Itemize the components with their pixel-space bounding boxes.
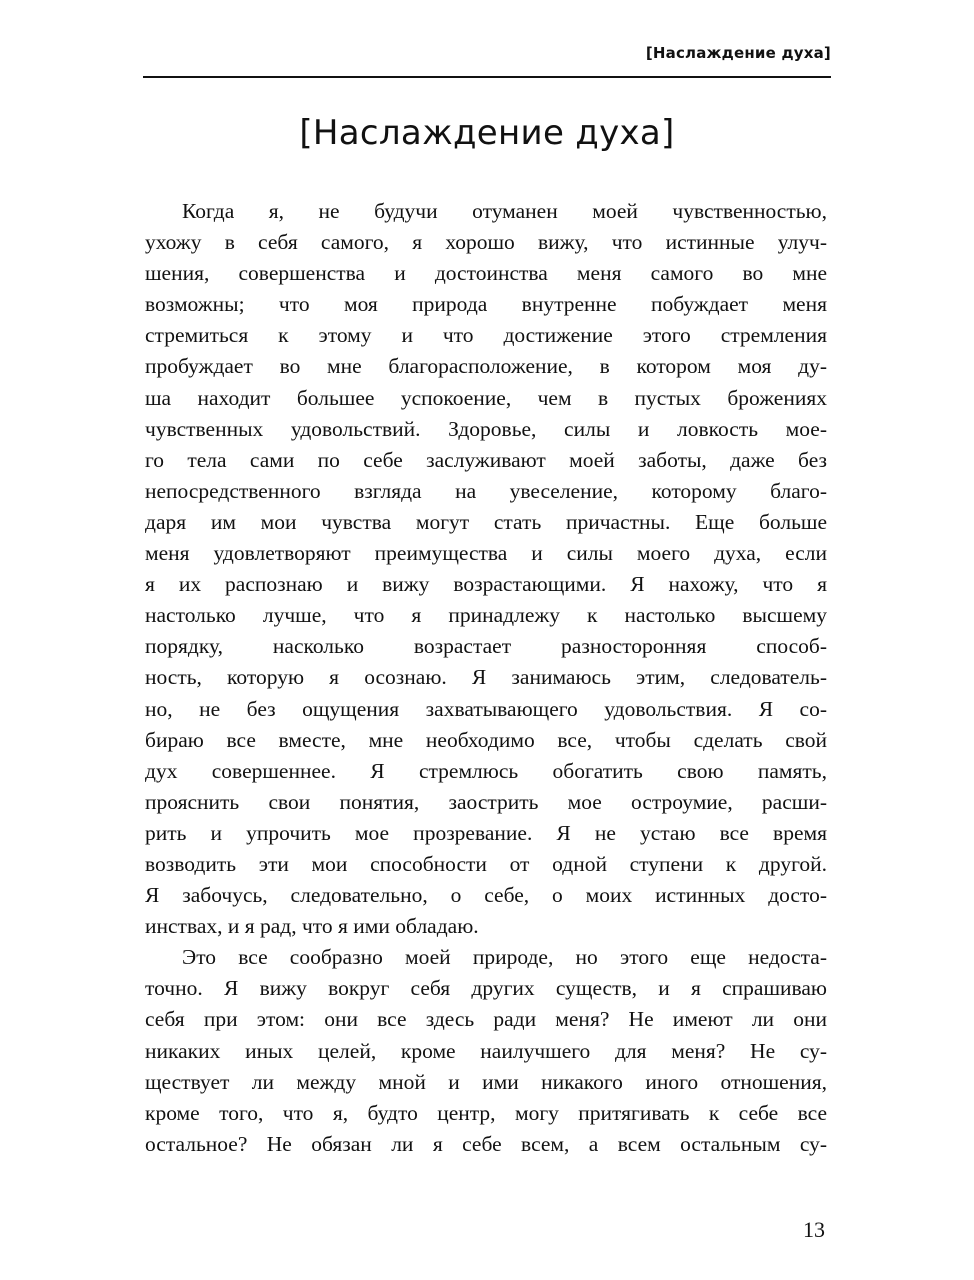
text-line: бираю все вместе, мне необходимо все, чтобы сделать свой bbox=[145, 727, 827, 752]
text-line: возможны; что моя природа внутренне побуждает меня bbox=[145, 292, 827, 317]
text-line: инствах, и я рад, что я ими обладаю. bbox=[145, 914, 479, 939]
text-line: меня удовлетворяют преимущества и силы моего духа, если bbox=[145, 541, 827, 566]
text-line: ществует ли между мной и ими никакого иного отношения, bbox=[145, 1069, 827, 1094]
running-head: [Наслаждение духа] bbox=[645, 44, 831, 62]
text-line: шения, совершенства и достоинства меня самого во мне bbox=[145, 261, 827, 286]
text-line: дух совершеннее. Я стремлюсь обогатить свою память, bbox=[145, 758, 827, 783]
text-line: кроме того, что я, будто центр, могу притягивать к себе все bbox=[145, 1100, 827, 1125]
text-line: прояснить свои понятия, заострить мое остроумие, расши- bbox=[145, 789, 827, 814]
text-line: даря им мои чувства могут стать причастны. Еще больше bbox=[145, 509, 827, 534]
text-line: порядку, насколько возрастает разносторонняя способ- bbox=[145, 634, 827, 659]
text-line: стремиться к этому и что достижение этого стремления bbox=[145, 323, 827, 348]
text-line: точно. Я вижу вокруг себя других существ, и я спрашиваю bbox=[145, 976, 827, 1001]
chapter-title: [Наслаждение духа] bbox=[299, 113, 675, 153]
text-line: Я забочусь, следовательно, о себе, о моих истинных досто- bbox=[145, 883, 827, 908]
text-line: Когда я, не будучи отуманен моей чувственностью, bbox=[182, 199, 827, 223]
text-line: непосредственного взгляда на увеселение, которому благо- bbox=[145, 478, 827, 503]
paragraph-2 bbox=[145, 942, 827, 1160]
paragraph-1 bbox=[145, 196, 827, 942]
text-line: ша находит большее успокоение, чем в пустых брожениях bbox=[145, 385, 827, 410]
text-line: но, не без ощущения захватывающего удовольствия. Я со- bbox=[145, 696, 827, 721]
text-line: Это все сообразно моей природе, но этого еще недоста- bbox=[182, 945, 827, 970]
text-line: ность, которую я осознаю. Я занимаюсь этим, следователь- bbox=[145, 665, 827, 690]
text-line: чувственных удовольствий. Здоровье, силы и ловкость мое- bbox=[145, 416, 827, 441]
text-line: ухожу в себя самого, я хорошо вижу, что истинные улуч- bbox=[145, 230, 827, 255]
text-line: го тела сами по себе заслуживают моей заботы, даже без bbox=[145, 447, 827, 472]
text-line: настолько лучше, что я принадлежу к настолько высшему bbox=[145, 603, 827, 628]
text-line: рить и упрочить мое прозревание. Я не устаю все время bbox=[145, 820, 827, 845]
body-text bbox=[145, 196, 827, 1160]
text-line: возводить эти мои способности от одной ступени к другой. bbox=[145, 851, 827, 876]
text-line: пробуждает во мне благорасположение, в котором моя ду- bbox=[145, 354, 827, 379]
text-line: остальное? Не обязан ли я себе всем, а всем остальным су- bbox=[145, 1131, 827, 1156]
text-line: никаких иных целей, кроме наилучшего для меня? Не су- bbox=[145, 1038, 827, 1063]
header-rule bbox=[143, 76, 831, 78]
text-line: я их распознаю и вижу возрастающими. Я нахожу, что я bbox=[145, 572, 827, 597]
page-number: 13 bbox=[803, 1217, 825, 1242]
text-line: себя при этом: они все здесь ради меня? Не имеют ли они bbox=[145, 1007, 827, 1032]
